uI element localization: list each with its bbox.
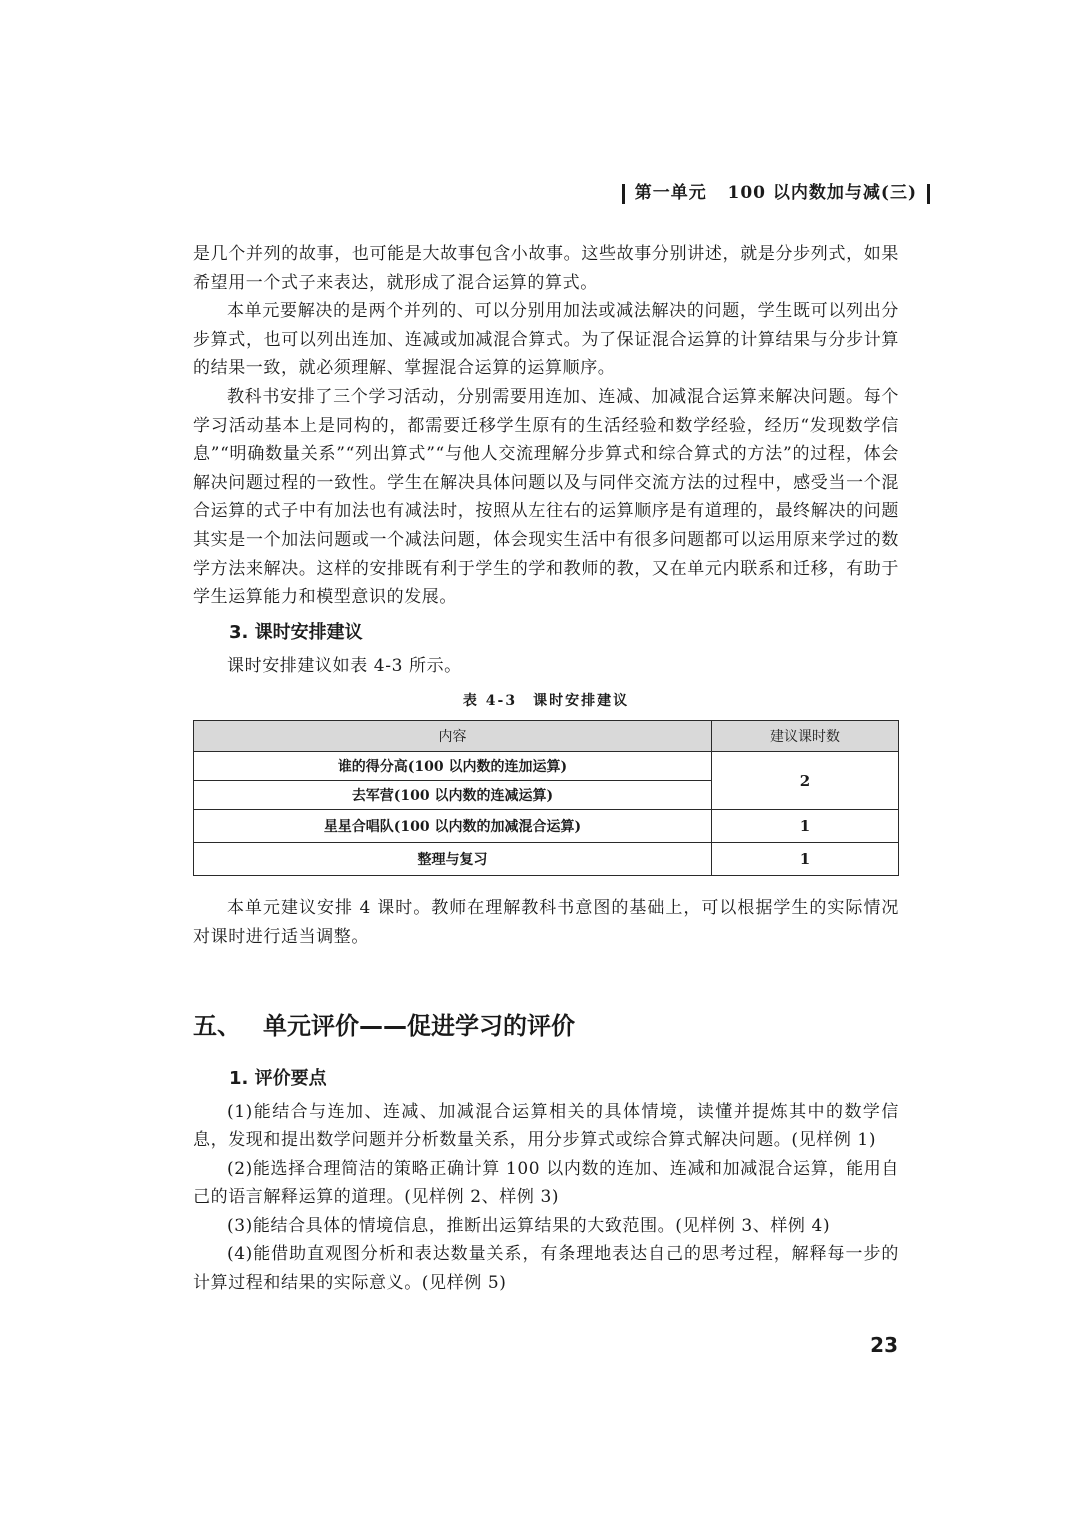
table-row <box>194 843 899 876</box>
column-header-content: 内容 <box>194 721 712 752</box>
running-head <box>612 178 940 204</box>
running-head-unit: 第一单元 <box>634 183 707 203</box>
paragraph: 课时安排建议如表 4-3 所示。 <box>227 655 462 676</box>
table-cell-content: 谁的得分高(100 以内数的连加运算) <box>194 752 712 781</box>
section-number: 五、 <box>193 1011 241 1040</box>
evaluation-point: (3)能结合具体的情境信息，推断出运算结果的大致范围。(见样例 3、样例 4) <box>227 1215 831 1236</box>
section-heading <box>193 1010 899 1042</box>
section-title: 单元评价——促进学习的评价 <box>263 1011 575 1040</box>
table-cell-content: 去军营(100 以内数的连减运算) <box>194 781 712 810</box>
page-content <box>193 240 899 1298</box>
running-head-title: 100 以内数加与减(三) <box>727 183 917 203</box>
paragraph: 本单元建议安排 4 课时。教师在理解教科书意图的基础上，可以根据学生的实际情况对课时进行适当调整。 <box>193 898 899 947</box>
divider-bar <box>622 184 625 204</box>
table-cell-hours: 2 <box>712 752 899 810</box>
evaluation-point: (2)能选择合理简洁的策略正确计算 100 以内数的连加、连减和加减混合运算，能用自己的语言解释运算的道理。(见样例 2、样例 3) <box>193 1158 899 1208</box>
column-header-hours: 建议课时数 <box>712 721 899 752</box>
paragraph: 是几个并列的故事，也可能是大故事包含小故事。这些故事分别讲述，就是分步列式，如果希望用一个式子来表达，就形成了混合运算的算式。 <box>193 244 899 293</box>
table-cell-content: 星星合唱队(100 以内数的加减混合运算) <box>194 810 712 843</box>
paragraph: 教科书安排了三个学习活动，分别需要用连加、连减、加减混合运算来解决问题。每个学习活动基本上是同构的，都需要迁移学生原有的生活经验和数学经验，经历“发现数学信息”“明确数量关系”“列出算式”“与他人交流理解分步算式和综合算式的方法”的过程，体会解决问题过程的一致性。学生在解决具体问题以及与同伴交流方法的过程中，感受当一个混合运算的式子中有加法也有减法时，按照从左往右的运算顺序是有道理的，最终解决的问题其实是一个加法问题或一个减法问题，体会现实生活中有很多问题都可以运用原来学过的数学方法来解决。这样的安排既有利于学生的学和教师的教，又在单元内联系和迁移，有助于学生运算能力和模型意识的发展。 <box>193 386 899 608</box>
table-caption: 表 4-3 课时安排建议 <box>462 693 630 710</box>
table-row <box>194 810 899 843</box>
paragraph: 本单元要解决的是两个并列的、可以分别用加法或减法解决的问题，学生既可以列出分步算式，也可以列出连加、连减或加减混合算式。为了保证混合运算的计算结果与分步计算的结果一致，就必须理解、掌握混合运算的运算顺序。 <box>193 301 899 379</box>
evaluation-point: (1)能结合与连加、连减、加减混合运算相关的具体情境，读懂并提炼其中的数学信息，发现和提出数学问题并分析数量关系，用分步算式或综合算式解决问题。(见样例 1) <box>193 1101 899 1151</box>
subsection-heading: 1. 评价要点 <box>229 1067 327 1089</box>
table-cell-hours: 1 <box>712 843 899 876</box>
table-cell-content: 整理与复习 <box>194 843 712 876</box>
subsection-heading: 3. 课时安排建议 <box>229 621 363 643</box>
schedule-table <box>193 720 899 876</box>
evaluation-point: (4)能借助直观图分析和表达数量关系，有条理地表达自己的思考过程，解释每一步的计算过程和结果的实际意义。(见样例 5) <box>193 1244 899 1294</box>
table-header-row <box>194 721 899 752</box>
table-cell-hours: 1 <box>712 810 899 843</box>
page-number: 23 <box>870 1333 898 1357</box>
table-row <box>194 752 899 781</box>
divider-bar <box>927 184 930 204</box>
